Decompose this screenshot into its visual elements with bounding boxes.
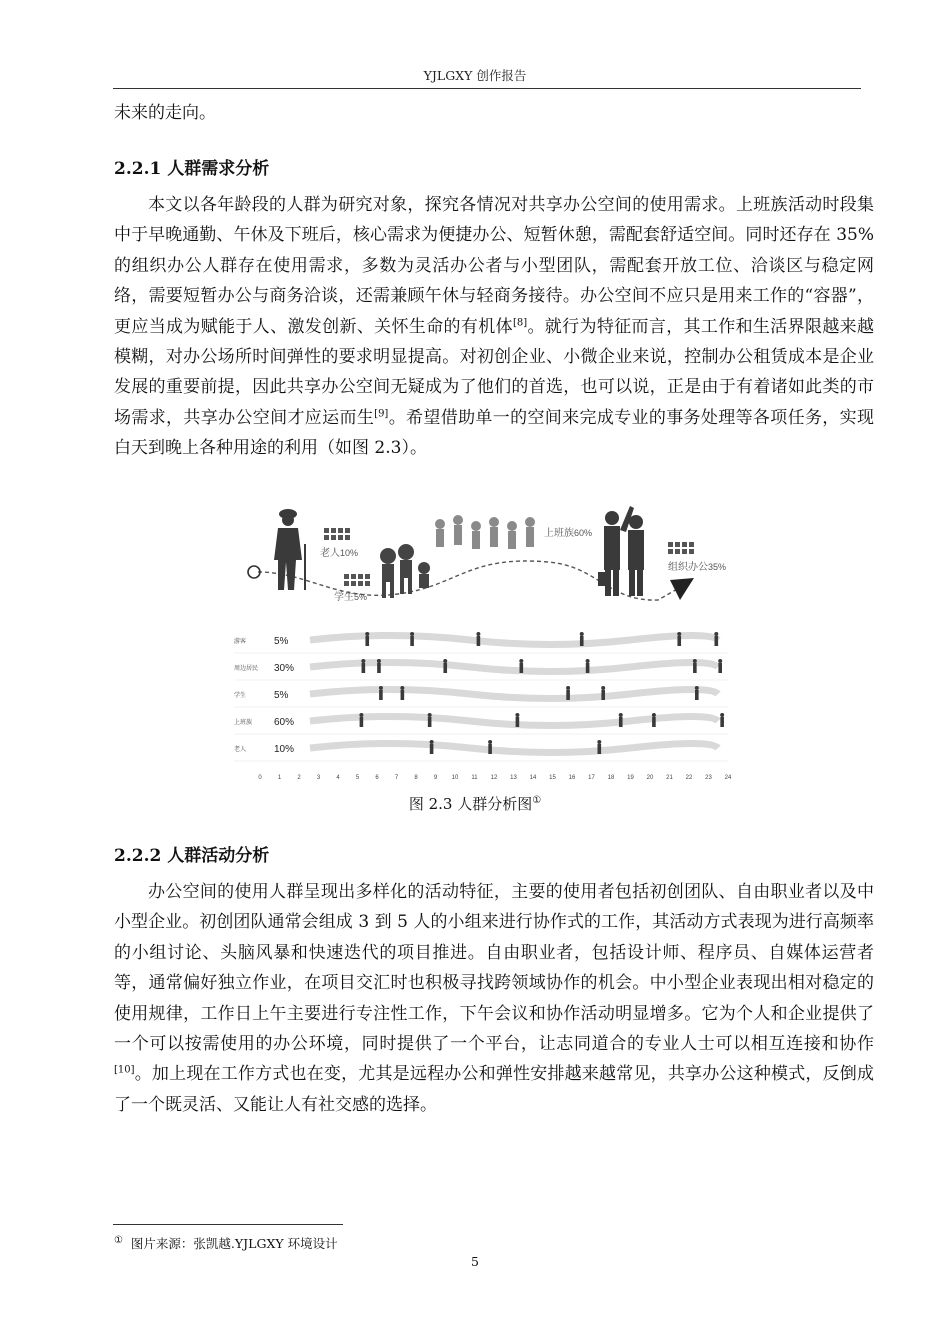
row-label: 学生: [234, 693, 247, 699]
hour-tick-label: 15: [549, 775, 556, 780]
section-1-paragraph: [114, 190, 874, 464]
row-percent: 10%: [274, 744, 295, 755]
workers-crowd-silhouette-icon: [435, 515, 535, 549]
timeline-table: [234, 632, 732, 780]
figure-caption: [0, 793, 950, 814]
hour-tick-label: 16: [568, 775, 576, 780]
person-silhouette-icon: [519, 659, 523, 673]
row-wave-band: [310, 690, 718, 699]
person-silhouette-icon: [652, 713, 656, 727]
row-percent: 5%: [274, 636, 289, 647]
hour-tick-label: 20: [646, 775, 654, 780]
hour-tick-label: 6: [375, 775, 379, 780]
person-silhouette-icon: [619, 713, 623, 727]
row-label: 上班族: [234, 720, 253, 726]
section-2-text-b: 。加上现在工作方式也在变，尤其是远程办公和弹性安排越来越常见，共享办公这种模式，反倒成了一个既灵活、又能让人有社交感的选择。: [114, 1064, 874, 1115]
row-label: 周边居民: [234, 666, 259, 672]
citation-9: [9]: [374, 408, 389, 420]
row-percent: 60%: [274, 717, 295, 728]
citation-10: [10]: [114, 1064, 135, 1076]
hour-tick-label: 23: [705, 775, 712, 780]
student-badge-icon: [344, 574, 370, 586]
section-heading-2-2-1: 2.2.1 人群需求分析: [114, 159, 270, 179]
dashed-path: [258, 561, 686, 600]
hour-tick-label: 13: [510, 775, 517, 780]
row-percent: 30%: [274, 663, 295, 674]
hour-tick-label: 11: [471, 775, 478, 780]
hour-tick-label: 12: [490, 775, 498, 780]
intro-text: 未来的走向。: [114, 103, 216, 123]
hour-tick-label: 0: [258, 775, 262, 780]
hour-tick-label: 17: [588, 775, 595, 780]
row-wave-band: [310, 744, 718, 753]
top-label-elder: 老人10%: [320, 548, 359, 559]
person-silhouette-icon: [720, 713, 724, 727]
citation-8: [8]: [512, 316, 528, 328]
illustration-top: [248, 506, 726, 603]
hour-tick-label: 2: [297, 775, 301, 780]
top-label-student: 学生5%: [334, 592, 368, 603]
path-arrow-icon: [670, 578, 694, 600]
hour-tick-label: 1: [277, 775, 282, 780]
person-silhouette-icon: [586, 659, 590, 673]
top-label-office: 组织办公35%: [668, 562, 727, 573]
person-silhouette-icon: [410, 632, 414, 646]
person-silhouette-icon: [714, 632, 718, 646]
person-silhouette-icon: [718, 659, 722, 673]
person-silhouette-icon: [443, 659, 447, 673]
hour-tick-label: 8: [414, 775, 418, 780]
person-silhouette-icon: [580, 632, 584, 646]
person-silhouette-icon: [601, 686, 605, 700]
footnote-rule: [113, 1224, 343, 1225]
person-silhouette-icon: [400, 686, 404, 700]
person-silhouette-icon: [430, 740, 434, 754]
person-silhouette-icon: [515, 713, 519, 727]
footnote-mark: ①: [114, 1234, 123, 1246]
person-silhouette-icon: [361, 659, 365, 673]
hour-tick-label: 3: [316, 775, 321, 780]
footnote: [114, 1234, 338, 1252]
person-silhouette-icon: [476, 632, 480, 646]
caption-footnote-mark: ①: [532, 795, 542, 806]
person-silhouette-icon: [488, 740, 492, 754]
hour-tick-label: 10: [451, 775, 459, 780]
section-1-text-a: 本文以各年龄段的人群为研究对象，探究各情况对共享办公空间的使用需求。上班族活动时段集中于早晚通勤、午休及下班后，核心需求为便捷办公、短暂休憩，需配套舒适空间。同时还存在 35% 的组织办公人群存在使用需求，多数为灵活办公者与小型团队，需配套开放工位、洽谈区与稳定网络，需要短暂办公与商务洽谈，还需兼顾午休与轻商务接待。办公空间不应只是用来工作的“容器”，更应当成为赋能于人、激发创新、关怀生命的有机体: [114, 195, 874, 337]
hour-tick-label: 5: [355, 775, 360, 780]
hour-tick-label: 19: [627, 775, 634, 780]
person-silhouette-icon: [377, 659, 381, 673]
hour-tick-label: 4: [336, 775, 340, 780]
students-silhouette-icon: [380, 544, 430, 598]
office-team-silhouette-icon: [598, 506, 644, 596]
hour-tick-label: 9: [433, 775, 438, 780]
office-badge-icon: [668, 542, 694, 554]
page-number: 5: [471, 1254, 479, 1269]
row-wave-band: [310, 717, 718, 726]
person-silhouette-icon: [365, 632, 369, 646]
header-rule: [113, 88, 861, 89]
elder-silhouette-icon: [274, 509, 306, 590]
person-silhouette-icon: [695, 686, 699, 700]
person-silhouette-icon: [566, 686, 570, 700]
person-silhouette-icon: [379, 686, 383, 700]
top-label-workers: 上班族60%: [544, 528, 593, 539]
running-header: YJLGXY 创作报告: [423, 68, 527, 83]
row-wave-band: [310, 663, 718, 672]
hour-tick-label: 14: [529, 775, 537, 780]
footnote-text: 图片来源：张凯越.YJLGXY 环境设计: [130, 1236, 338, 1251]
hour-tick-label: 7: [394, 775, 399, 780]
caption-text: 图 2.3 人群分析图: [408, 795, 533, 813]
crowd-analysis-figure: [228, 500, 736, 780]
person-silhouette-icon: [359, 713, 363, 727]
section-2-paragraph: [114, 877, 874, 1120]
row-label: 老人: [234, 747, 247, 753]
section-2-text-a: 办公空间的使用人群呈现出多样化的活动特征，主要的使用者包括初创团队、自由职业者以及中小型企业。初创团队通常会组成 3 到 5 人的小组来进行协作式的工作，其活动方式表现为进行高频率的小组讨论、头脑风暴和快速迭代的项目推进。自由职业者，包括设计师、程序员、自媒体运营者等，通常偏好独立作业，在项目交汇时也积极寻找跨领域协作的机会。中小型企业表现出相对稳定的使用规律，工作日上午主要进行专注性工作，下午会议和协作活动明显增多。它为个人和企业提供了一个可以按需使用的办公环境，同时提供了一个平台，让志同道合的专业人士可以相互连接和协作: [114, 882, 874, 1055]
row-label: 游客: [234, 639, 247, 645]
hour-tick-label: 18: [607, 775, 615, 780]
elder-badge-icon: [324, 528, 350, 540]
person-silhouette-icon: [428, 713, 432, 727]
person-silhouette-icon: [677, 632, 681, 646]
row-wave-band: [310, 636, 718, 645]
intro-line: [114, 98, 874, 128]
person-silhouette-icon: [597, 740, 601, 754]
section-heading-2-2-2: 2.2.2 人群活动分析: [114, 846, 270, 866]
section-1-text-c: 。希望借助单一的空间来完成专业的事务处理等各项任务，实现白天到晚上各种用途的利用（如图 2.3）。: [114, 407, 874, 459]
section-1-text-b: 。就行为特征而言，其工作和生活界限越来越模糊，对办公场所时间弹性的要求明显提高。对初创企业、小微企业来说，控制办公租赁成本是企业发展的重要前提，因此共享办公空间无疑成为了他们的首选，也可以说，正是由于有着诸如此类的市场需求，共享办公空间才应运而生: [114, 316, 875, 428]
hour-tick-label: 24: [724, 775, 732, 780]
row-percent: 5%: [274, 690, 289, 701]
hour-tick-label: 21: [666, 775, 673, 780]
person-silhouette-icon: [693, 659, 697, 673]
hour-tick-label: 22: [685, 775, 693, 780]
